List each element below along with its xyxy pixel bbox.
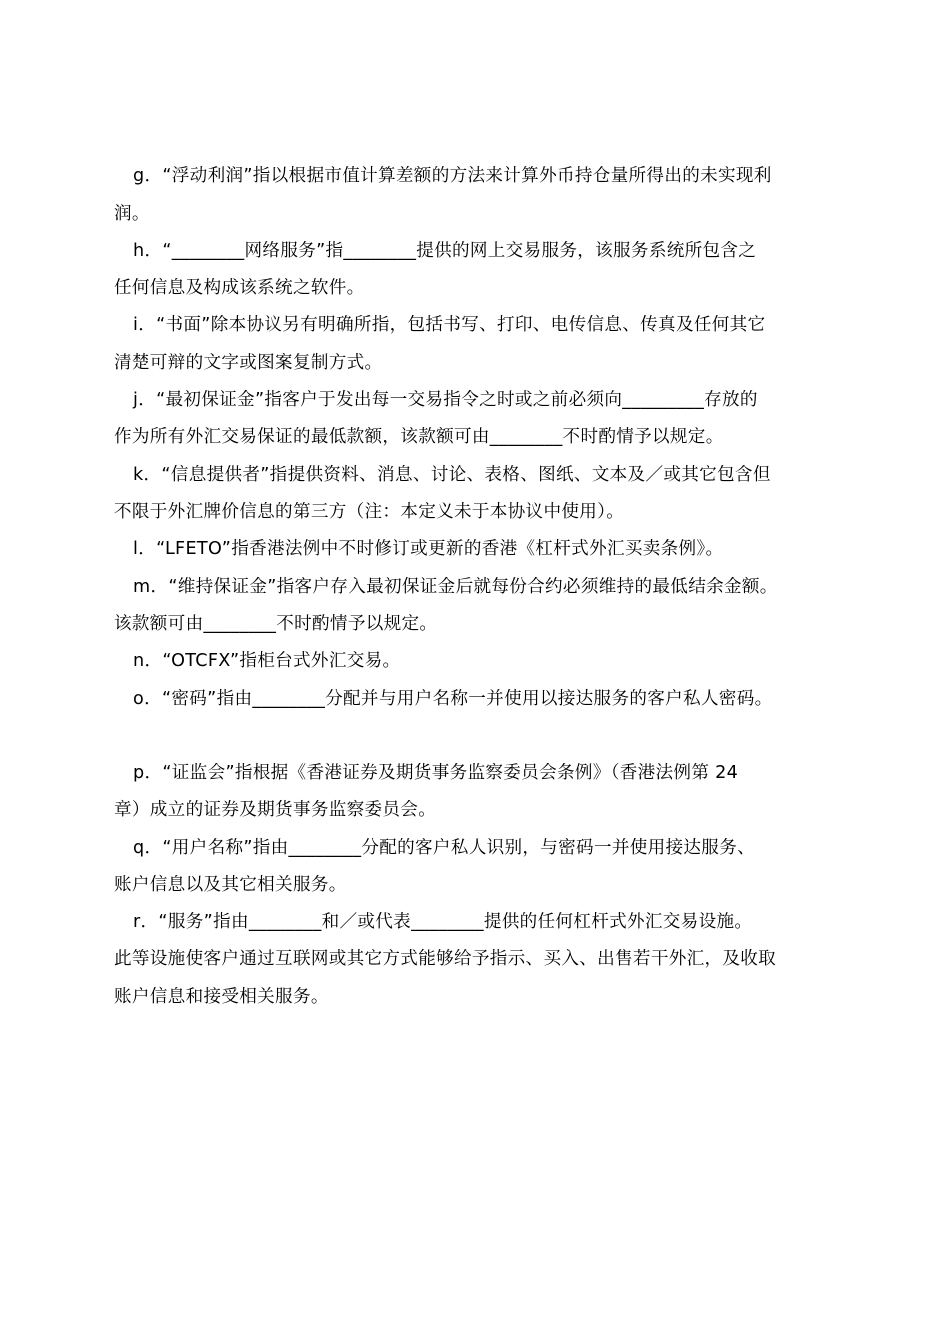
definition-q-line-1: q．“用户名称”指由________分配的客户私人识别，与密码一并使用接达服务、 [133,838,755,858]
definition-r-line-3: 账户信息和接受相关服务。 [114,987,329,1007]
definition-l-line-1: l．“LFETO”指香港法例中不时修订或更新的香港《杠杆式外汇买卖条例》。 [133,539,724,559]
definition-r-line-1: r．“服务”指由________和／或代表________提供的任何杠杆式外汇交易设施。 [133,912,753,932]
definition-n-line-1: n．“OTCFX”指柜台式外汇交易。 [133,651,401,671]
definition-g-line-1: g．“浮动利润”指以根据市值计算差额的方法来计算外币持仓量所得出的未实现利 [133,166,772,186]
definition-g-line-2: 润。 [114,204,150,224]
definition-k-line-1: k．“信息提供者”指提供资料、消息、讨论、表格、图纸、文本及／或其它包含但 [133,465,771,485]
definition-k-line-2: 不限于外汇牌价信息的第三方（注：本定义未于本协议中使用）。 [114,502,625,522]
definition-j-line-1: j．“最初保证金”指客户于发出每一交易指令之时或之前必须向_________存放的 [133,390,758,410]
definition-h-line-2: 任何信息及构成该系统之软件。 [114,278,365,298]
definition-m-line-2: 该款额可由________不时酌情予以规定。 [114,614,438,634]
definition-j-line-2: 作为所有外汇交易保证的最低款额，该款额可由________不时酌情予以规定。 [114,427,724,447]
definition-q-line-2: 账户信息以及其它相关服务。 [114,875,347,895]
definition-i-line-1: i．“书面”除本协议另有明确所指，包括书写、打印、电传信息、传真及任何其它 [133,315,766,335]
definition-i-line-2: 清楚可辩的文字或图案复制方式。 [114,353,383,373]
definition-h-line-1: h．“________网络服务”指________提供的网上交易服务，该服务系统所包含之 [133,241,757,261]
definition-o-line-1: o．“密码”指由________分配并与用户名称一并使用以接达服务的客户私人密码。 [133,689,773,709]
definition-p-line-1: p．“证监会”指根据《香港证券及期货事务监察委员会条例》（香港法例第 24 [133,763,739,783]
definition-r-line-2: 此等设施使客户通过互联网或其它方式能够给予指示、买入、出售若干外汇，及收取 [114,949,777,969]
definition-m-line-1: m．“维持保证金”指客户存入最初保证金后就每份合约必须维持的最低结余金额。 [133,577,778,597]
definition-p-line-2: 章）成立的证券及期货事务监察委员会。 [114,800,437,820]
